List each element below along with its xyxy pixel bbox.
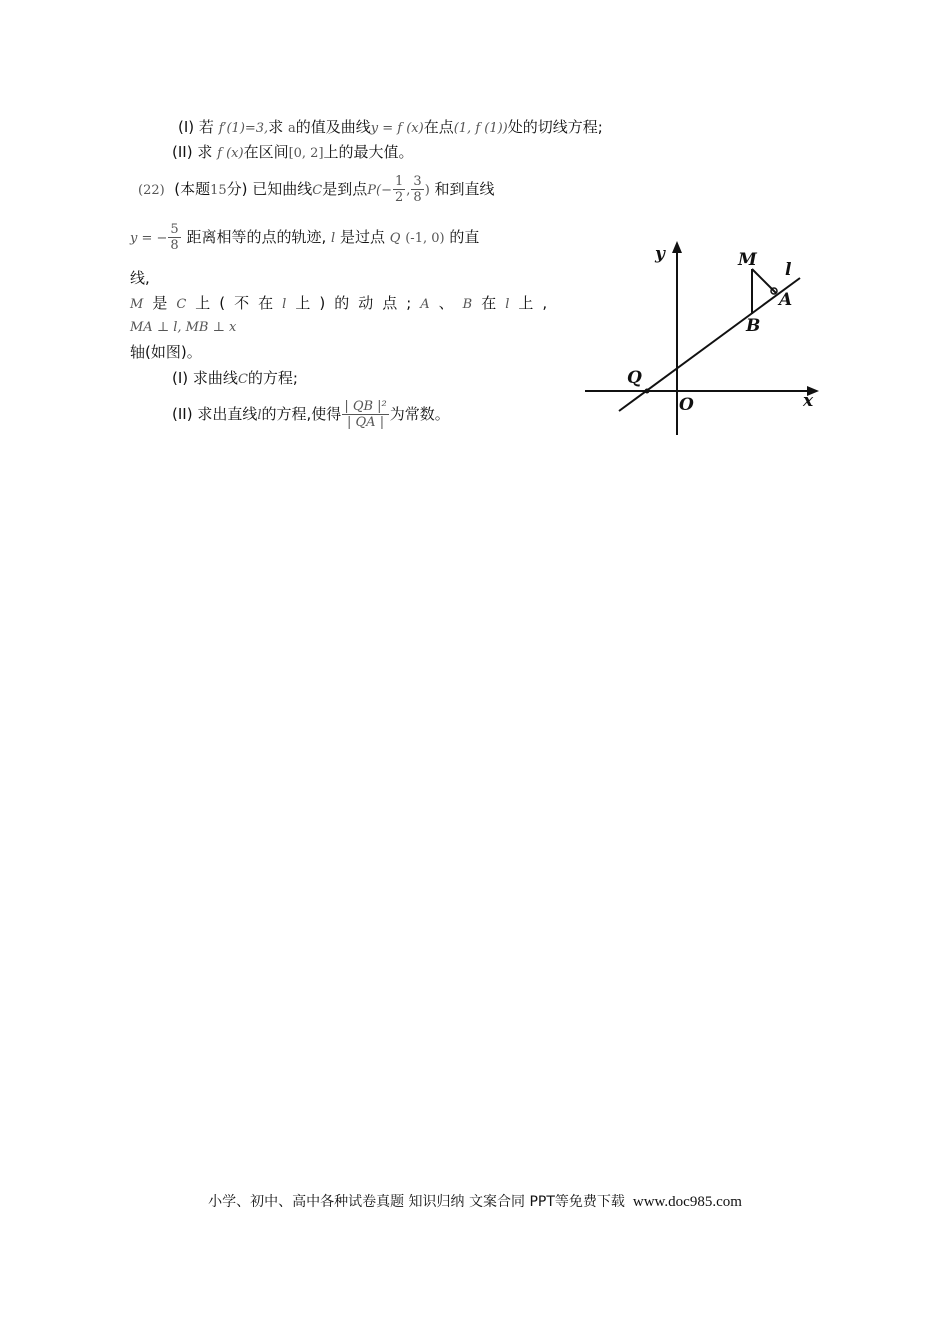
label-O: O — [679, 395, 694, 415]
part-number: (II) — [172, 405, 193, 423]
problem21-part1: (I) 若 f′(1)=3,求 a的值及曲线y = f (x)在点(1, f (1))处的切线方程; — [178, 118, 603, 136]
geometry-figure — [575, 235, 830, 445]
problem21-part2: (II) 求 f (x)在区间[0, 2]上的最大值。 — [172, 143, 414, 161]
part-number: (I) — [172, 369, 189, 387]
problem22-part1: (I) 求曲线C的方程; — [172, 369, 298, 387]
fraction: $\frac{5}{8}$ — [170, 222, 179, 253]
label-x: x — [803, 391, 814, 411]
problem22-statement-line4: M是C上(不在l上)的动点;A、B在l上, — [130, 294, 557, 312]
label-B: B — [746, 316, 761, 336]
fraction: $\frac{3}{8}$ — [413, 174, 422, 205]
fraction: $\frac{1}{2}$ — [394, 174, 404, 205]
point-Q — [645, 389, 650, 394]
label-l: l — [785, 260, 792, 280]
footer-text: 小学、初中、高中各种试卷真题 知识归纳 文案合同 PPT等免费下载 — [208, 1194, 625, 1210]
label-M: M — [738, 250, 757, 270]
math-derivative: f′(1)=3, — [218, 121, 269, 136]
label-y: y — [655, 244, 665, 264]
problem22-perpendicular-conditions: MA ⊥ l, MB ⊥ x — [130, 320, 237, 335]
part-number: (I) — [178, 118, 195, 136]
part-number: (II) — [172, 143, 193, 161]
problem-number: (22) — [138, 183, 165, 198]
label-Q: Q — [627, 368, 642, 388]
problem22-part2: (II) 求出直线l的方程,使得 $\frac{\text{| QB |²}}{| QA |}$ 为常数。 — [172, 399, 450, 430]
problem22-statement-line6: 轴(如图)。 — [130, 343, 202, 361]
fraction: $\frac{\text{| QB |²}}{| QA |}$ — [344, 399, 387, 430]
footer — [0, 1191, 950, 1211]
problem22-statement-line2: y = − $\frac{5}{8}$ 距离相等的点的轨迹, l 是过点 Q (-1, 0) 的直 — [130, 222, 480, 253]
footer-url[interactable]: www.doc985.com — [632, 1194, 742, 1210]
y-axis-arrow — [672, 241, 682, 253]
problem22-statement-line1: (22) (本题15分) 已知曲线C是到点P(− $\frac{1}{2}$ , $\frac{3}{8}$ ) 和到直线 — [138, 174, 495, 205]
problem22-statement-line3: 线, — [130, 269, 150, 287]
label-A: A — [779, 290, 793, 310]
